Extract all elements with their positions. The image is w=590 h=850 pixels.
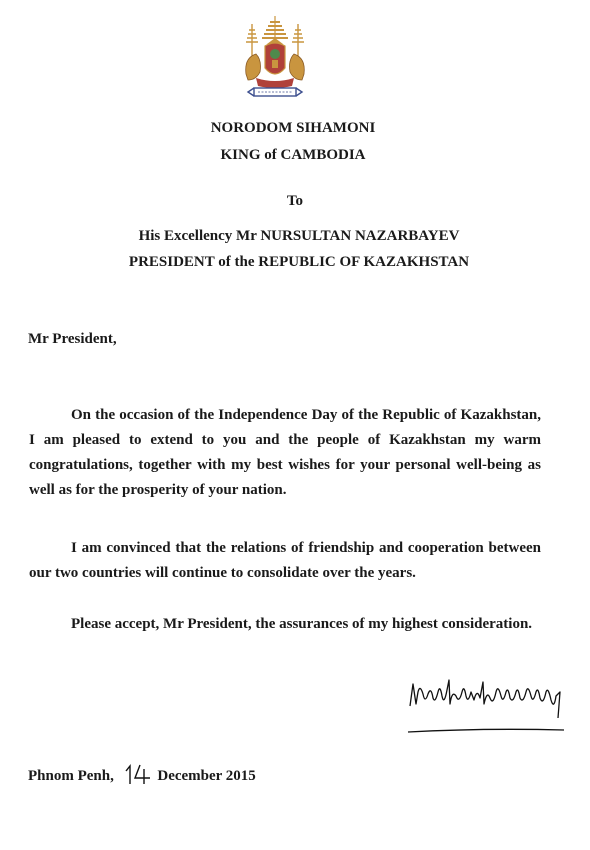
royal-arms-of-cambodia-icon: [240, 14, 310, 104]
sender-title: KING of CAMBODIA: [220, 147, 366, 163]
to-label: To: [286, 193, 304, 209]
recipient-title: PRESIDENT of the REPUBLIC OF KAZAKHSTAN: [128, 254, 470, 270]
body-paragraph: Please accept, Mr President, the assurances of my highest consideration.: [71, 616, 533, 632]
recipient-name: His Excellency Mr NURSULTAN NAZARBAYEV: [138, 228, 460, 244]
body-paragraph: On the occasion of the Independence Day of the Republic of Kazakhstan, I am pleased to extend to you and the people of Kazakhstan my warm congratulations, together with my best wishes for your personal well-being as well as for the prosperity of your nation.: [29, 407, 541, 498]
place: Phnom Penh,: [28, 768, 114, 784]
handwritten-signature-icon: [404, 670, 574, 740]
handwritten-day: [124, 763, 152, 785]
month-year: December 2015: [157, 768, 256, 784]
sender-name: NORODOM SIHAMONI: [210, 120, 376, 136]
date-line: [28, 763, 256, 785]
body-paragraph: I am convinced that the relations of friendship and cooperation between our two countries will continue to consolidate over the years.: [29, 540, 541, 581]
salutation: Mr President,: [28, 331, 117, 347]
